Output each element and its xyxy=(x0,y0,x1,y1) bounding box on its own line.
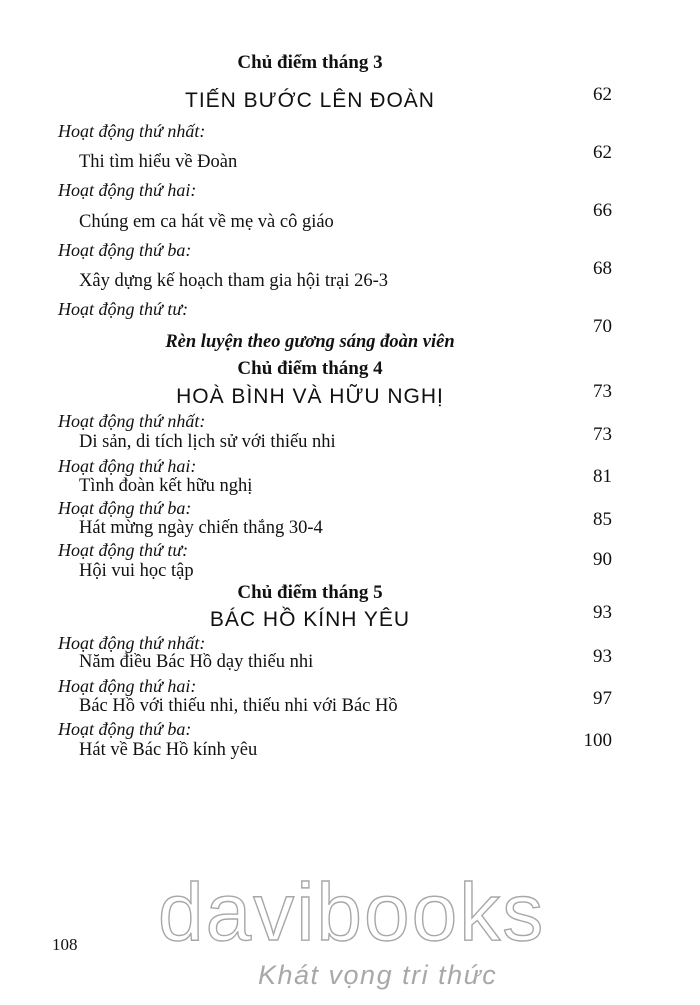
chapter-title-month-3: TIẾN BƯỚC LÊN ĐOÀN xyxy=(185,89,435,112)
activity-item: Xây dựng kế hoạch tham gia hội trại 26-3 xyxy=(79,271,389,291)
chapter-heading-month-3: Chủ điểm tháng 3 xyxy=(237,52,383,73)
activity-page: 85 xyxy=(593,509,612,530)
chapter-title-page-month-3: 62 xyxy=(593,84,612,105)
activity-item: Bác Hồ với thiếu nhi, thiếu nhi với Bác Hồ xyxy=(79,696,398,716)
activity-label: Hoạt động thứ ba: xyxy=(58,719,192,739)
activity-label: Hoạt động thứ tư: xyxy=(58,299,189,319)
activity-page: 81 xyxy=(593,466,612,487)
activity-page: 93 xyxy=(593,646,612,667)
activity-item: Rèn luyện theo gương sáng đoàn viên xyxy=(165,332,455,352)
activity-page: 70 xyxy=(593,316,612,337)
activity-item: Hội vui học tập xyxy=(79,561,194,581)
activity-page: 97 xyxy=(593,688,612,709)
activity-label: Hoạt động thứ hai: xyxy=(58,676,197,696)
activity-page: 62 xyxy=(593,142,612,163)
chapter-title-month-4: HOÀ BÌNH VÀ HỮU NGHỊ xyxy=(176,385,444,408)
page-number: 108 xyxy=(52,935,78,954)
watermark-slogan: Khát vọng tri thức xyxy=(258,960,498,990)
activity-item: Chúng em ca hát về mẹ và cô giáo xyxy=(79,212,334,232)
activity-page: 73 xyxy=(593,424,612,445)
activity-item: Hát về Bác Hồ kính yêu xyxy=(79,740,258,760)
chapter-title-month-5: BÁC HỒ KÍNH YÊU xyxy=(209,608,411,631)
activity-page: 90 xyxy=(593,549,612,570)
chapter-title-page-month-5: 93 xyxy=(593,602,612,623)
chapter-heading-month-5: Chủ điểm tháng 5 xyxy=(237,582,383,603)
activity-item: Hát mừng ngày chiến thắng 30-4 xyxy=(79,518,323,538)
activity-page: 100 xyxy=(583,730,612,751)
activity-page: 68 xyxy=(593,258,612,279)
activity-label: Hoạt động thứ ba: xyxy=(58,498,192,518)
activity-item: Tình đoàn kết hữu nghị xyxy=(79,476,253,496)
activity-label: Hoạt động thứ tư: xyxy=(58,540,189,560)
activity-label: Hoạt động thứ ba: xyxy=(58,240,192,260)
activity-label: Hoạt động thứ nhất: xyxy=(58,411,206,431)
activity-label: Hoạt động thứ nhất: xyxy=(58,633,206,653)
activity-label: Hoạt động thứ nhất: xyxy=(58,121,206,141)
activity-label: Hoạt động thứ hai: xyxy=(58,456,197,476)
watermark-brand: davibooks xyxy=(158,867,546,958)
activity-label: Hoạt động thứ hai: xyxy=(58,180,197,200)
activity-item: Năm điều Bác Hồ dạy thiếu nhi xyxy=(79,652,314,672)
activity-page: 66 xyxy=(593,200,612,221)
activity-item: Di sản, di tích lịch sử với thiếu nhi xyxy=(79,432,336,452)
activity-item: Thi tìm hiểu về Đoàn xyxy=(79,152,238,172)
chapter-heading-month-4: Chủ điểm tháng 4 xyxy=(237,358,383,379)
chapter-title-page-month-4: 73 xyxy=(593,381,612,402)
